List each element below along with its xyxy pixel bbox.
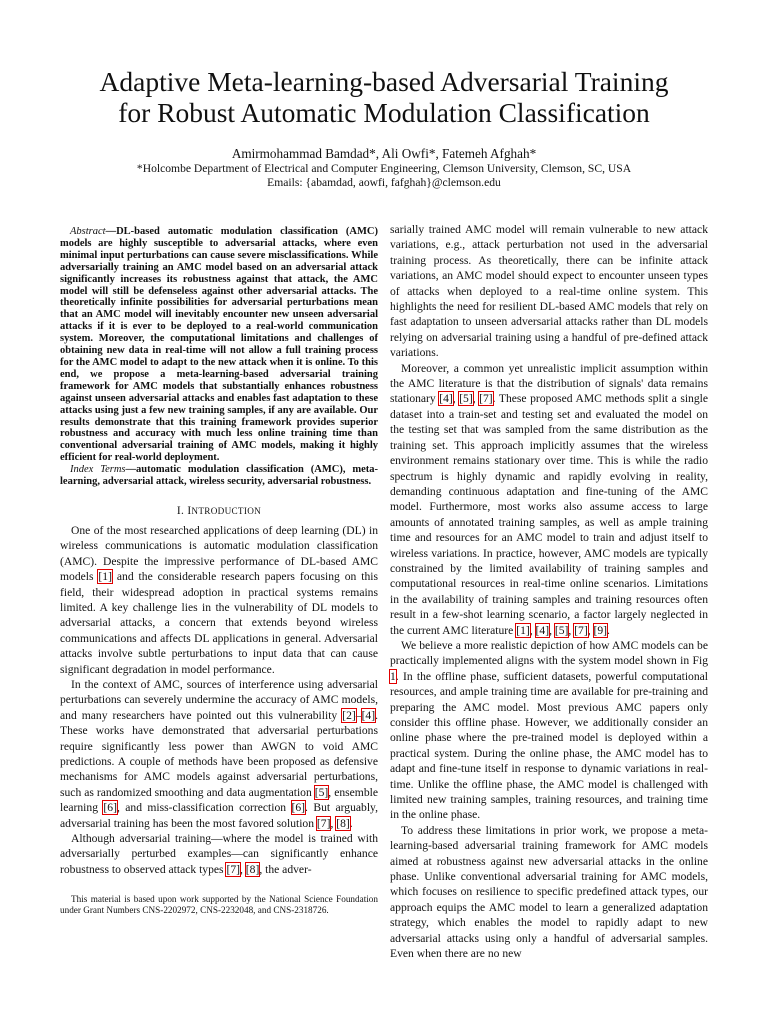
citation-link[interactable]: [8] xyxy=(336,816,350,830)
title-line-2: for Robust Automatic Modulation Classification xyxy=(118,97,650,128)
index-terms xyxy=(60,464,378,488)
section-cap: I xyxy=(187,504,192,517)
text: One of the most researched applications of deep learning (DL) in wireless communications is automatic modulation classification (AMC). Despite the impressive performance of DL-based AMC models xyxy=(60,523,378,584)
text: . xyxy=(607,623,610,637)
text: – xyxy=(355,708,362,722)
section-numeral: I. xyxy=(176,504,185,517)
text: , xyxy=(240,862,246,876)
citation-link[interactable]: [8] xyxy=(245,862,260,876)
citation-link[interactable]: [4] xyxy=(361,708,376,722)
text: , xyxy=(472,392,480,406)
text: , xyxy=(529,623,536,637)
title-line-1: Adaptive Meta-learning-based Adversarial Training xyxy=(99,66,669,97)
text: , the adver- xyxy=(259,862,312,876)
citation-link[interactable]: [7] xyxy=(574,623,588,637)
text: , xyxy=(452,392,460,406)
affiliation: *Holcombe Department of Electrical and Computer Engineering, Clemson University, Clemson, SC, USA xyxy=(136,162,632,175)
citation-link[interactable]: [1] xyxy=(98,570,112,584)
abstract-text: —DL-based automatic modulation classification (AMC) models are highly susceptible to adversarial attacks, where even minimal input perturbations can cause severe misclassifications. While adversarially training an AMC model based on an adversarial attack significantly increases its robustness against that attack, the AMC model will still be defenseless against other adversarial attacks. The theoretically infinite possibilities for adversarial perturbations mean that an AMC model will inevitably encounter new unseen adversarial attacks if it is ever to be deployed to a real-world communication system. Moreover, the computational limitations and challenges of obtaining new data in real-time will not allow a full training process for the AMC model to adapt to the new attack when it is online. To this end, we propose a meta-learning-based adversarial training framework for AMC models that substantially enhances robustness against unseen adversarial attacks and enables fast adaptation to these attacks using just a few new training samples, if any are available. Our results demonstrate that this training framework provides superior robustness and accuracy with much less online training time than conventional adversarial training of AMC models, making it highly efficient for real-world deployment. xyxy=(60,226,378,464)
author-list: Amirmohammad Bamdad*, Ali Owfi*, Fatemeh Afghah* xyxy=(231,146,537,161)
citation-link[interactable]: [7] xyxy=(479,392,493,406)
figure-link[interactable]: 1 xyxy=(390,669,396,683)
citation-link[interactable]: [4] xyxy=(439,392,453,406)
citation-link[interactable]: [7] xyxy=(316,816,331,830)
text: . These proposed AMC methods split a single dataset into a train-set and testing set and evaluated the model on the testing set that was sampled from the same distribution as the training set. This approach implicitly assumes that the wireless environment remains stationary over time. This is while the radio spectrum is highly dynamic and rapidly evolving in reality, demanding continuous adaptation and fine-tuning of the AMC model. Furthermore, most works also assume access to large amounts of annotated training samples, as well as ample training time and resources for an AMC model to train and adjust itself to wireless variations. In practice, however, AMC models are typically constrained by the limited availability of training samples and computational resources in real-time online scenarios. Limitations in the availability of training samples and training resources often result in a few-shot learning scenario, a factor largely neglected in the current AMC literature xyxy=(390,392,709,637)
text: , and miss-classification correction xyxy=(116,801,292,815)
index-terms-label: Index Terms xyxy=(70,464,126,476)
section-rest: NTRODUCTION xyxy=(191,505,262,516)
citation-link[interactable]: [5] xyxy=(459,392,473,406)
intro-paragraph-2 xyxy=(60,677,378,831)
abstract xyxy=(60,226,378,464)
text: . These works have demonstrated that adversarial perturbations require significantly less power than AWGN to void AMC predictions. A couple of methods have been proposed as defensive mechanisms for AMC models against adversarial perturbations, such as randomized smoothing and data augmentation xyxy=(60,708,378,799)
citation-link[interactable]: [1] xyxy=(516,623,530,637)
citation-link[interactable]: [9] xyxy=(593,623,608,637)
emails: Emails: {abamdad, aowfi, fafghah}@clemson.edu xyxy=(267,176,501,189)
funding-footnote: This material is based upon work supported by the National Science Foundation under Grant Numbers CNS-2202972, CNS-2232048, and CNS-2318726. xyxy=(60,894,378,915)
text: . xyxy=(349,816,353,830)
text: We believe a more realistic depiction of how AMC models can be practically implemented aligns with the system model shown in Fig xyxy=(390,638,708,668)
citation-link[interactable]: [5] xyxy=(314,785,329,799)
abstract-label: Abstract xyxy=(70,226,106,237)
text: , ensemble learning xyxy=(60,785,378,815)
text: . In the offline phase, sufficient datasets, powerful computational resources, and ample training time are available for pre-training and preparing the AMC model. Most previous AMC papers only consider this offline phase. However, we additionally consider an online phase where the pre-trained model is deployed within a practical system. During the online phase, the AMC model has to adapt and fine-tune itself in response to dynamic variations in real-time. Unlike the offline phase, the AMC model is challenged with limited new training samples, training resources, and training time in the online phase. xyxy=(390,669,708,822)
citation-link[interactable]: [6] xyxy=(103,801,117,815)
intro-paragraph-1 xyxy=(60,523,378,677)
text: , xyxy=(330,816,337,830)
citation-link[interactable]: [5] xyxy=(554,623,569,637)
text: and the considerable research papers focusing on this field, their widespread adoption in practical systems remains limited. A key challenge lies in the vulnerability of DL models to adversarial attacks, a concern that extends beyond wireless communications and affects DL applications in general. Adversarial attacks involve subtle perturbations to input data that can cause significant degradation in model performance. xyxy=(60,570,378,676)
intro-paragraph-4: sarially trained AMC model will remain vulnerable to new attack variations, e.g., attack perturbation not used in the adversarial training process. As theoretically, there can be infinite attack variations, an AMC model should expect to encounter unseen types of attacks when deployed to a real-time online system. This highlights the need for resilient DL-based AMC models that rely on fast adaptation to unseen adversarial attacks rather than DL models relying on adversarial training using a handful of pre-defined attack variations. xyxy=(390,223,708,360)
text: , xyxy=(587,623,594,637)
paper-title xyxy=(0,66,768,128)
right-column xyxy=(390,222,708,962)
text: Although adversarial training—where the model is trained with adversarially perturbed examples—can significantly enhance robustness to observed attack types xyxy=(60,832,378,876)
intro-paragraph-7: To address these limitations in prior work, we propose a meta-learning-based adversarial training framework for AMC models aimed at robustness against new adversarial attacks in the online phase. Unlike conventional adversarial training for AMC models, which focuses on resilience to specific predefined attack types, our approach equips the AMC model to learn a generalized adaptation strategy, which enables the model to rapidly adapt to new adversarial attacks using only a handful of adversarial samples. Even when there are no new xyxy=(390,823,708,961)
citation-link[interactable]: [7] xyxy=(226,862,240,876)
text: , xyxy=(568,623,575,637)
section-heading-introduction xyxy=(60,505,378,517)
intro-paragraph-5 xyxy=(390,361,708,638)
citation-link[interactable]: [4] xyxy=(535,623,550,637)
intro-paragraph-3 xyxy=(60,831,378,877)
left-column xyxy=(60,226,378,877)
text: . But arguably, adversarial training has been the most favored solution xyxy=(60,801,378,830)
citation-link[interactable]: [2] xyxy=(342,708,356,722)
text: In the context of AMC, sources of interference using adversarial perturbations can severely undermine the accuracy of AMC models, and many researchers have pointed out this vulnerability xyxy=(60,678,378,722)
text: Moreover, a common yet unrealistic implicit assumption within the AMC literature is that the distribution of signals' data remains stationary xyxy=(390,361,708,406)
citation-link[interactable]: [6] xyxy=(291,801,306,815)
text: , xyxy=(549,623,555,637)
index-terms-text: —automatic modulation classification (AMC), meta-learning, adversarial attack, wireless security, adversarial robustness. xyxy=(60,464,379,488)
intro-paragraph-6 xyxy=(390,638,708,823)
